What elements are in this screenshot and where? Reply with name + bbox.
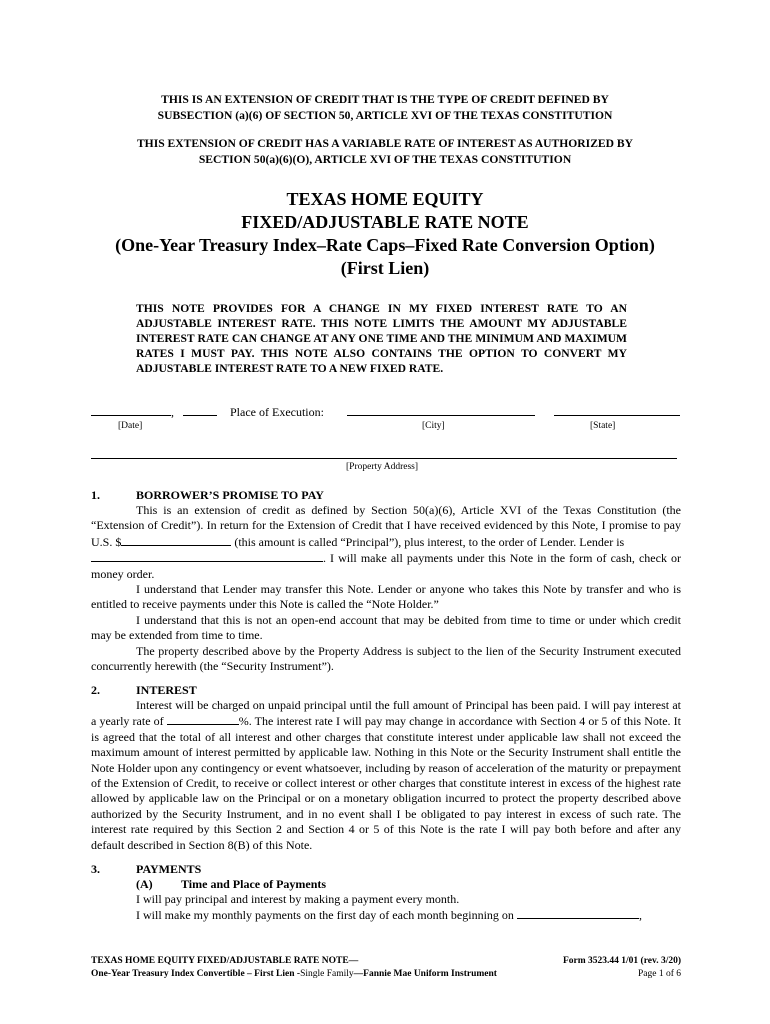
rate-change-notice: THIS NOTE PROVIDES FOR A CHANGE IN MY FIXED INTEREST RATE TO AN ADJUSTABLE INTEREST RATE. THIS NOTE LIMITS THE AMOUNT MY ADJUSTABLE INTEREST RATE CAN CHANGE AT ANY ONE TIME AND THE MINIMUM AND MAXIMUM RATES I MUST PAY. THIS NOTE ALSO CONTAINS THE OPTION TO CONVERT MY ADJUSTABLE INTEREST RATE TO A NEW FIXED RATE.: [136, 302, 627, 375]
variable-rate-notice: [80, 136, 690, 168]
city-label: [City]: [422, 421, 445, 431]
variable-rate-line-2: SECTION 50(a)(6)(O), ARTICLE XVI OF THE TEXAS CONSTITUTION: [198, 153, 572, 166]
section-1-title: BORROWER’S PROMISE TO PAY: [136, 488, 324, 502]
place-of-execution-label: Place of Execution:: [230, 405, 324, 419]
section-1-paragraph-4: The property described above by the Property Address is subject to the lien of the Security Instrument executed concurrently herewith (the “Security Instrument”).: [91, 643, 681, 674]
state-field[interactable]: [554, 404, 680, 416]
section-2-p1-rest: %. The interest rate I will pay may change in accordance with Section 4 or 5 of this Note. It is agreed that the total of all interest and other charges that constitute interest under applicable law shall not exceed the maximum amount of interest permitted by applicable law. Nothing in this Note or the Security Instrument shall entitle the Note Holder upon any contingency or event whatsoever, including by reason of acceleration of the maturity or prepayment of the Extension of Credit, to receive or collect interest or other charges that constitute interest in excess of the highest rate allowed by applicable law on the Principal or on a monetary obligation incurred to protect the property described above authorized by the Security Instrument, and in no event shall I be obligated to pay interest in excess of such rate. The interest rate required by this Section 2 and Section 4 or 5 of this Note is the rate I will pay both before and after any default described in Section 8(B) of this Note.: [91, 714, 681, 852]
credit-type-notice: [80, 92, 690, 124]
credit-notice-line-1: THIS IS AN EXTENSION OF CREDIT THAT IS THE TYPE OF CREDIT DEFINED BY: [161, 93, 609, 106]
section-1-heading: [91, 488, 324, 503]
footer-title-line-2c: —Fannie Mae Uniform Instrument: [353, 969, 497, 979]
section-1-p1-start: This is an extension of credit as defined by Section 50(a)(6), Article XVI of the Texas Constitution (the “Extension of Credit”). In return for the Extension of Credit that I have received evidenced by this Note, I promise to pay U.S. $: [91, 503, 681, 549]
title-line-4: (First Lien): [340, 258, 430, 278]
footer-form-title: [91, 955, 497, 981]
credit-notice-line-2: SUBSECTION (a)(6) OF SECTION 50, ARTICLE XVI OF THE TEXAS CONSTITUTION: [157, 109, 613, 122]
section-1-p1-end: . I will make all payments under this Note in the form of cash, check or money order.: [91, 551, 681, 581]
section-3a-heading: [136, 877, 326, 892]
section-2-body: [91, 698, 681, 853]
section-3-paragraph-1: I will pay principal and interest by making a payment every month.: [136, 892, 460, 906]
property-address-line: [91, 447, 677, 463]
title-line-1: TEXAS HOME EQUITY: [286, 189, 484, 209]
year-field[interactable]: [183, 404, 217, 416]
footer-form-number: [563, 955, 681, 981]
footer-title-line-2b: Single Family: [300, 969, 354, 979]
section-3-number: 3.: [91, 862, 100, 876]
section-3-paragraph-2: [91, 907, 681, 923]
section-3-body: [91, 892, 681, 924]
date-field[interactable]: [91, 404, 171, 416]
title-line-2: FIXED/ADJUSTABLE RATE NOTE: [241, 212, 529, 232]
section-3-title: PAYMENTS: [136, 862, 202, 876]
city-field[interactable]: [347, 404, 535, 416]
variable-rate-line-1: THIS EXTENSION OF CREDIT HAS A VARIABLE RATE OF INTEREST AS AUTHORIZED BY: [136, 137, 634, 150]
section-3-heading: [91, 862, 201, 877]
date-comma: ,: [171, 405, 174, 419]
interest-rate-field[interactable]: [167, 713, 239, 725]
property-address-label: [Property Address]: [346, 462, 419, 472]
footer-page-number: Page 1 of 6: [637, 969, 681, 979]
date-label: [Date]: [118, 421, 143, 431]
section-2-p1-start: Interest will be charged on unpaid principal until the full amount of Principal has been paid. I will pay interest at a yearly rate of: [91, 698, 681, 729]
execution-line: [91, 404, 680, 420]
first-payment-date-field[interactable]: [517, 907, 639, 919]
section-1-body: [91, 503, 681, 674]
footer-form-id: Form 3523.44 1/01 (rev. 3/20): [562, 956, 681, 966]
footer-title-line-2: [91, 968, 497, 981]
section-1-number: 1.: [91, 488, 100, 502]
section-2-number: 2.: [91, 683, 100, 697]
section-1-p1-middle: (this amount is called “Principal”), plus interest, to the order of Lender. Lender is: [231, 534, 625, 549]
section-2-paragraph-1: [91, 698, 681, 853]
section-1-paragraph-2: I understand that Lender may transfer this Note. Lender or anyone who takes this Note by transfer and who is entitled to receive payments under this Note is called the “Note Holder.”: [91, 582, 681, 612]
document-title: [60, 188, 710, 280]
section-3a-label: (A): [136, 877, 153, 891]
footer-title-line-2a: One-Year Treasury Index Convertible – First Lien -: [91, 969, 301, 979]
property-address-field[interactable]: [91, 447, 677, 459]
section-3a-title: Time and Place of Payments: [181, 877, 327, 891]
section-1-paragraph-1: [91, 503, 681, 582]
state-label: [State]: [590, 421, 616, 431]
title-line-3: (One-Year Treasury Index–Rate Caps–Fixed Rate Conversion Option): [115, 235, 655, 255]
section-2-title: INTEREST: [136, 683, 197, 697]
principal-amount-field[interactable]: [121, 534, 231, 546]
section-1-paragraph-3: I understand that this is not an open-end account that may be debited from time to time or under which credit may be extended from time to time.: [91, 612, 681, 643]
lender-name-field[interactable]: [91, 550, 323, 562]
section-3-p2-text: I will make my monthly payments on the first day of each month beginning on: [136, 908, 517, 923]
section-3-p2-comma: ,: [638, 908, 642, 923]
section-2-heading: [91, 683, 197, 698]
footer-title-line-1: TEXAS HOME EQUITY FIXED/ADJUSTABLE RATE NOTE—: [91, 956, 359, 966]
